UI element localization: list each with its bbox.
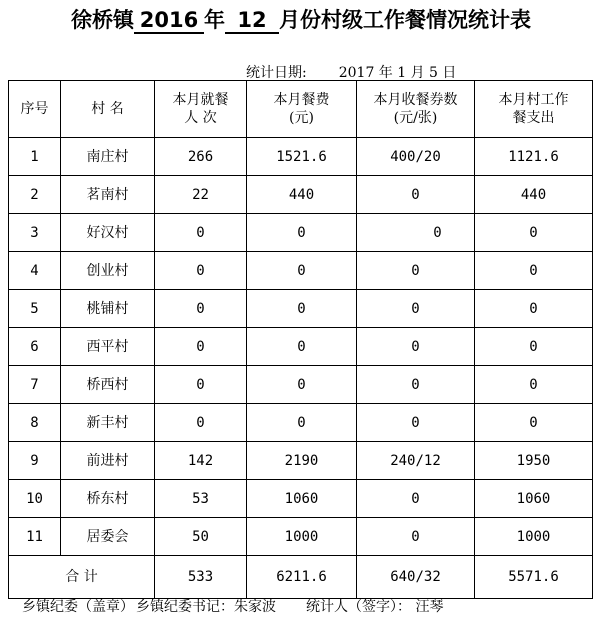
total-fee: 6211.6 <box>247 556 357 599</box>
title-rest: 月份村级工作餐情况统计表 <box>279 8 531 32</box>
report-date-label: 统计日期: <box>246 65 307 81</box>
row-diners: 22 <box>155 176 247 214</box>
row-no: 5 <box>9 290 61 328</box>
report-date <box>246 62 456 82</box>
row-coupons: 240/12 <box>357 442 475 480</box>
row-expense: 0 <box>475 252 593 290</box>
row-fee: 1000 <box>247 518 357 556</box>
header-diners-line1: 本月就餐 <box>172 92 229 108</box>
header-expense <box>475 81 593 138</box>
header-expense-line1: 本月村工作 <box>498 92 569 108</box>
table-row <box>9 214 593 252</box>
table-row <box>9 404 593 442</box>
row-fee: 1521.6 <box>247 138 357 176</box>
row-fee: 0 <box>247 214 357 252</box>
header-coupons-line1: 本月收餐券数 <box>373 92 458 108</box>
meal-statistics-table <box>8 80 593 599</box>
row-village: 西平村 <box>61 328 155 366</box>
row-no: 8 <box>9 404 61 442</box>
row-no: 9 <box>9 442 61 480</box>
row-village: 好汉村 <box>61 214 155 252</box>
table-row <box>9 290 593 328</box>
footer-secretary: 乡镇纪委书记：朱家波 <box>136 599 276 615</box>
table-row <box>9 480 593 518</box>
row-coupons: 0 <box>357 290 475 328</box>
row-diners: 0 <box>155 366 247 404</box>
row-fee: 2190 <box>247 442 357 480</box>
table-row <box>9 252 593 290</box>
row-expense: 440 <box>475 176 593 214</box>
table-row <box>9 176 593 214</box>
row-village: 居委会 <box>61 518 155 556</box>
row-village: 新丰村 <box>61 404 155 442</box>
total-row <box>9 556 593 599</box>
title-year: 2016 <box>134 8 204 34</box>
row-fee: 0 <box>247 290 357 328</box>
row-diners: 0 <box>155 328 247 366</box>
row-coupons: 0 <box>379 214 497 252</box>
header-coupons <box>357 81 475 138</box>
row-no: 11 <box>9 518 61 556</box>
row-village: 茗南村 <box>61 176 155 214</box>
total-label: 合 计 <box>9 556 155 599</box>
row-diners: 266 <box>155 138 247 176</box>
row-diners: 0 <box>155 404 247 442</box>
header-fee-line2: (元) <box>289 110 314 126</box>
header-fee-line1: 本月餐费 <box>273 92 330 108</box>
row-coupons: 0 <box>357 518 475 556</box>
row-coupons: 0 <box>357 176 475 214</box>
row-expense: 1121.6 <box>475 138 593 176</box>
row-coupons: 0 <box>357 328 475 366</box>
row-expense: 0 <box>475 214 593 252</box>
row-village: 前进村 <box>61 442 155 480</box>
header-diners-line2: 人 次 <box>184 110 217 126</box>
title-year-suffix: 年 <box>204 8 225 32</box>
row-coupons: 0 <box>357 252 475 290</box>
table-row <box>9 138 593 176</box>
header-coupons-line2: (元/张) <box>393 110 438 126</box>
title-month: 12 <box>225 8 279 34</box>
row-expense: 1000 <box>475 518 593 556</box>
row-diners: 50 <box>155 518 247 556</box>
row-fee: 0 <box>247 366 357 404</box>
table-row <box>9 328 593 366</box>
row-diners: 0 <box>155 214 247 252</box>
total-coupons: 640/32 <box>357 556 475 599</box>
row-no: 6 <box>9 328 61 366</box>
table-row <box>9 518 593 556</box>
row-fee: 0 <box>247 252 357 290</box>
header-no: 序号 <box>9 81 61 138</box>
row-village: 桃铺村 <box>61 290 155 328</box>
header-diners <box>155 81 247 138</box>
row-coupons: 0 <box>357 404 475 442</box>
row-coupons: 0 <box>357 480 475 518</box>
row-diners: 0 <box>155 290 247 328</box>
row-no: 7 <box>9 366 61 404</box>
row-fee: 1060 <box>247 480 357 518</box>
row-diners: 142 <box>155 442 247 480</box>
row-village: 桥东村 <box>61 480 155 518</box>
footer-statistician: 统计人（签字）： 汪琴 <box>306 599 444 615</box>
header-village: 村 名 <box>61 81 155 138</box>
page-title <box>0 4 602 34</box>
table-row <box>9 442 593 480</box>
row-village: 创业村 <box>61 252 155 290</box>
row-no: 4 <box>9 252 61 290</box>
report-date-value: 2017 年 1 月 5 日 <box>338 65 457 81</box>
row-expense: 1060 <box>475 480 593 518</box>
row-coupons: 400/20 <box>357 138 475 176</box>
row-village: 桥西村 <box>61 366 155 404</box>
row-fee: 0 <box>247 328 357 366</box>
table-row <box>9 366 593 404</box>
total-diners: 533 <box>155 556 247 599</box>
header-fee <box>247 81 357 138</box>
header-expense-line2: 餐支出 <box>512 110 555 126</box>
row-fee: 0 <box>247 404 357 442</box>
row-no: 10 <box>9 480 61 518</box>
row-expense: 0 <box>475 366 593 404</box>
row-village: 南庄村 <box>61 138 155 176</box>
row-expense: 1950 <box>475 442 593 480</box>
row-diners: 53 <box>155 480 247 518</box>
row-no: 3 <box>9 214 61 252</box>
footer-committee: 乡镇纪委（盖章） <box>22 599 134 615</box>
row-no: 1 <box>9 138 61 176</box>
row-expense: 0 <box>475 290 593 328</box>
row-fee: 440 <box>247 176 357 214</box>
signature-footer <box>22 596 443 616</box>
title-town: 徐桥镇 <box>71 8 134 32</box>
row-coupons: 0 <box>357 366 475 404</box>
row-expense: 0 <box>475 404 593 442</box>
header-row <box>9 81 593 138</box>
row-diners: 0 <box>155 252 247 290</box>
row-expense: 0 <box>475 328 593 366</box>
total-expense: 5571.6 <box>475 556 593 599</box>
row-no: 2 <box>9 176 61 214</box>
